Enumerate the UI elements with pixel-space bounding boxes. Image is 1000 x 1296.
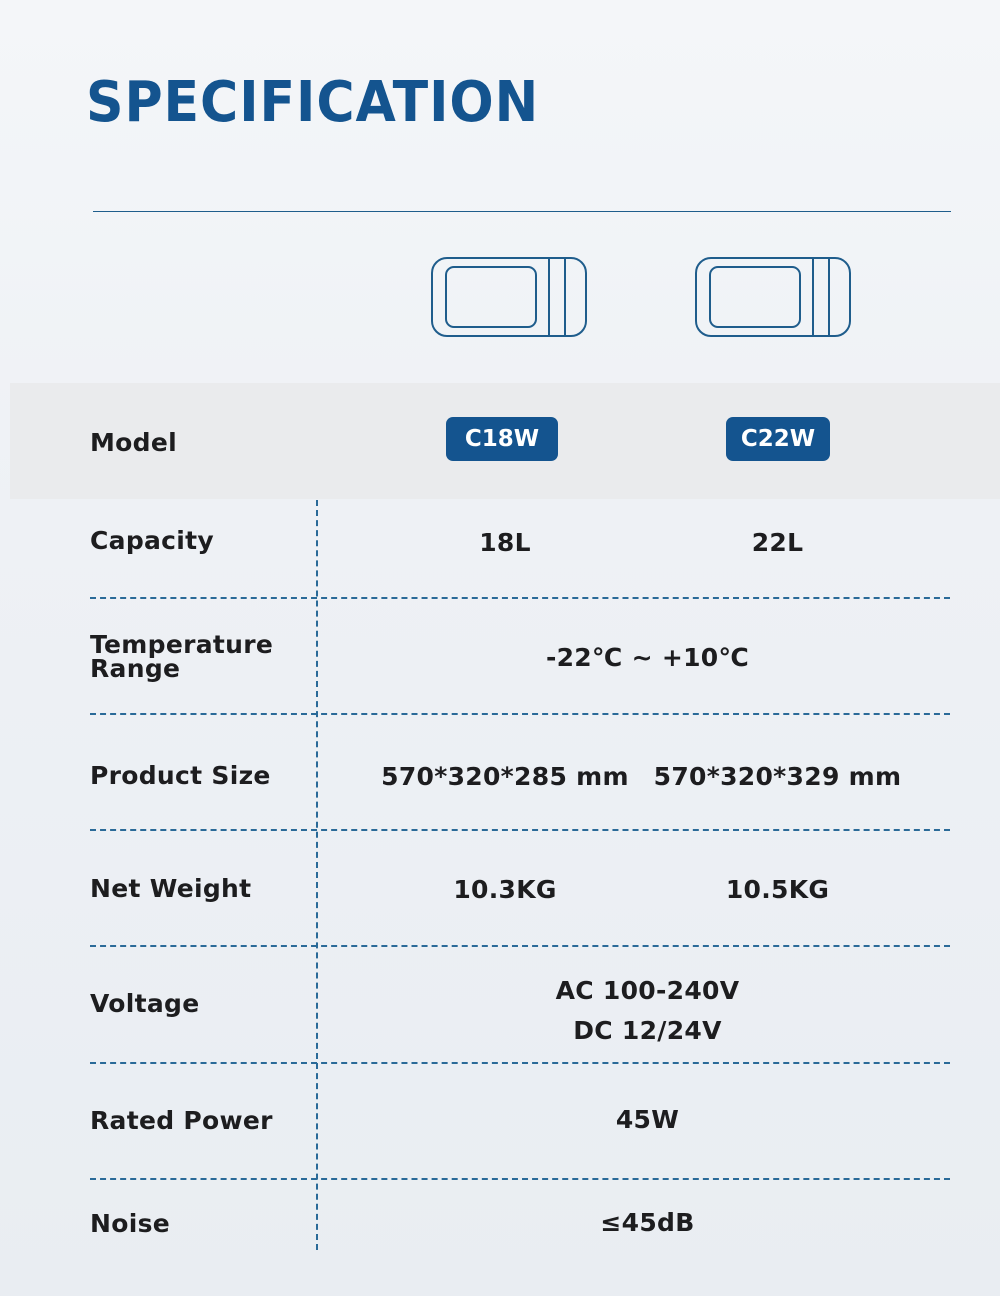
net-weight-c18w: 10.3KG: [453, 875, 557, 904]
row-divider: [90, 1062, 950, 1064]
page-title: SPECIFICATION: [86, 70, 540, 135]
title-divider: [93, 211, 951, 212]
temperature-label-line2: Range: [90, 654, 181, 683]
capacity-c22w: 22L: [751, 528, 804, 557]
noise-value: ≤45dB: [600, 1208, 695, 1237]
voltage-ac: AC 100-240V: [555, 976, 740, 1005]
voltage-label: Voltage: [90, 989, 200, 1018]
capacity-label: Capacity: [90, 526, 215, 555]
column-divider: [316, 500, 318, 1250]
cooler-icon: [695, 257, 851, 337]
model-badge-c22w: C22W: [726, 417, 830, 461]
temperature-value: -22℃ ~ +10℃: [545, 643, 750, 672]
rated-power-value: 45W: [615, 1105, 680, 1134]
temperature-label: [90, 630, 274, 683]
net-weight-label: Net Weight: [90, 874, 252, 903]
product-size-c22w: 570*320*329 mm: [653, 762, 902, 791]
rated-power-label: Rated Power: [90, 1106, 273, 1135]
product-size-c18w: 570*320*285 mm: [381, 762, 629, 791]
row-divider: [90, 945, 950, 947]
temperature-label-line1: Temperature: [90, 630, 274, 659]
net-weight-c22w: 10.5KG: [725, 875, 830, 904]
model-label: Model: [90, 428, 177, 457]
cooler-icon: [431, 257, 587, 337]
product-size-label: Product Size: [90, 761, 271, 790]
row-divider: [90, 597, 950, 599]
voltage-dc: DC 12/24V: [573, 1016, 722, 1045]
row-divider: [90, 1178, 950, 1180]
row-divider: [90, 829, 950, 831]
model-badge-c18w: C18W: [446, 417, 558, 461]
noise-label: Noise: [90, 1209, 171, 1238]
capacity-c18w: 18L: [479, 528, 531, 557]
row-divider: [90, 713, 950, 715]
